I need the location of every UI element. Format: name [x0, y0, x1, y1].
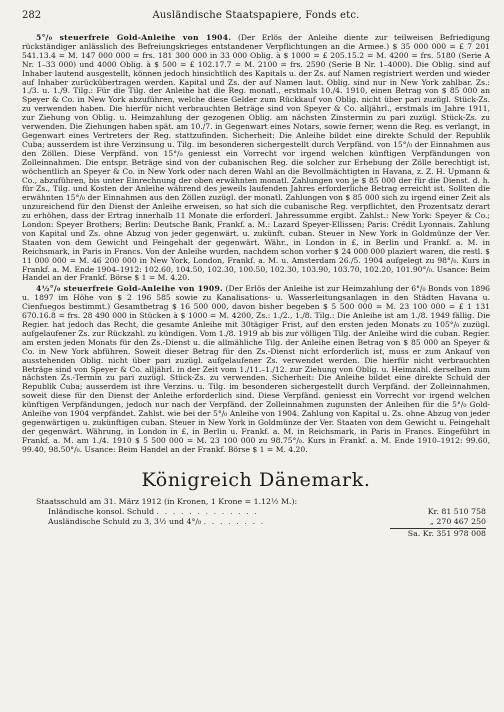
- paragraph-text: (Der Erlös der Anleihe diente zur teilweisen Befriedigung rückständiger anlässlich des Befreiungskrieges entstandener Verpflichtungen an die Armee.) $ 35 000 000 = £ 7 201 541.13.4 = M. 147 000 000 = frs. 181 300 000 in 33 000 Oblig. à $ 1000 = £ 205.15.2 = M. 4200 = frs. 5180 (Serie A Nr. 1–33 000) und 4000 Oblig. à $ 500 = £ 102.17.7 = M. 2100 = frs. 2590 (Serie B Nr. 1–4000). Die Oblig. sind auf Inhaber lautend ausgestellt, können jedoch hinsichtlich des Kapitals u. der Zs. auf Namen registriert werden und wieder auf Inhaber zurückübertragen werden. Kapital und Zs. der auf Namen laut. Oblig. sind nur in New York zahlbar. Zs.: 1./3. u. 1./9. Tilg.: Für die Tilg. der Anleihe hat die Reg. monatl., erstmals 10./4. 1910, einen Betrag von $ 85 000 an Speyer & Co. in New York abzuführen, welche diese Gelder zum Rückkauf von Oblig. nicht über pari zuzügl. Stück-Zs. zu verwenden haben. Die hierfür nicht verbrauchten Beträge sind von Speyer & Co. alljährl., erstmals im Jahre 1911, zur Ziehung von Oblig. u. Heimzahlung der gezogenen Oblig. am nächsten Zinstermin zu pari zuzügl. Stück-Zs. zu verwenden. Die Ziehungen haben spät. am 10./7. in Gegenwart eines Notars, sowie ferner, wenn die Reg. es verlangt, in Gegenwart eines Vertreters der Reg. stattzufinden. Sicherheit: Die Anleihe bildet eine direkte Schuld der Republik Cuba; ausserdem ist ihre Verzinsung u. Tilg. im besonderen sichergestellt durch Verpfänd. von 15°/₀ der Einnahmen aus den Zöllen. Diese Verpfänd. von 15°/₀ geniesst ein Vorrecht vor irgend welchen künftigen Verpfändungen von Zolleinnahmen. Die entspr. Beträge sind von der cubanischen Reg. die solcher zur Erhebung der Zölle berechtigt ist, wöchentlich an Speyer & Co. in New York oder nach deren Wahl an die Bevollmächtigten in Havana, z. Z. H. Upmann & Co., abzuführen, bis unter Einrechnung der oben erwähnten monatl. Zahlungen von je $ 85 000 der für die Dienst. d. h. für Zs., Tilg. und Kosten der Anleihe während des jeweils laufenden Jahres erforderliche Betrag erreicht ist. Sollten die erwähnten 15°/₀ der Einnahmen aus den Zöllen zuzügl. der monatl. Zahlungen von $ 85 000 sich zu irgend einer Zeit als unzureichend für den Dienst der Anleihe erweisen, so hat sich die cubanische Reg. verpflichtet, den Prozentsatz derart zu erhöhen, dass der Ertrag innerhalb 11 Monate die erforderl. Jahressumme ergibt. Zahlst.: New York: Speyer & Co.; London: Speyer Brothers; Berlin: Deutsche Bank, Frankf. a. M.: Lazard Speyer-Ellissen; Paris: Crédit Lyonnais. Zahlung von Kapital und Zs. ohne Abzug von jeder gegenwärt. u. zukünft. cuban. Steuer in New York in Goldmünze der Ver. Staaten von dem Gewicht und Feingehalt der gegenwärt. Währ., in London in £, in Berlin und Frankf. a. M. in Reichsmark, in Paris in Francs. Von der Anleihe wurden, nachdem schon vorher $ 24 000 000 plaziert waren, die restl. $ 11 000 000 = M. 46 200 000 in New York, London, Frankf. a. M. u. Amsterdam 26./5. 1904 aufgelegt zu 98°/₀. Kurs in Frankf. a. M. Ende 1904–1912: 102.60, 104.50, 102.30, 100.50, 102.30, 103.90, 103.70, 102.20, 101.90°/₀. Usance: Beim Handel an der Frankf. Börse $ 1 = M. 4.20.: [22, 33, 491, 283]
- debt-amount: „ 270 467 250: [429, 516, 486, 526]
- paragraph-gold-loan-1909: [22, 285, 490, 454]
- debt-line-total: [22, 529, 490, 539]
- debt-line-domestic: [22, 507, 490, 517]
- debt-amount: Kr. 81 510 758: [427, 506, 486, 516]
- leader-dots: . . . . . . . .: [203, 516, 265, 526]
- paragraph-title: 5°/₀ steuerfreie Gold-Anleihe von 1904.: [36, 33, 232, 42]
- debt-total-amount: Sa. Kr. 351 978 008: [407, 528, 486, 538]
- debt-label: Ausländische Schuld zu 3, 3½ und 4°/₀: [48, 516, 202, 526]
- debt-intro: Staatsschuld am 31. März 1912 (in Kronen, 1 Krone = 1.12½ M.):: [36, 496, 298, 506]
- page-header: [22, 10, 490, 26]
- debt-label: [22, 529, 366, 539]
- debt-summary: [22, 497, 490, 539]
- page-number: 282: [22, 10, 42, 21]
- paragraph-title: 4½°/₀ steuerfreie Gold-Anleihe von 1909.: [36, 284, 223, 294]
- section-heading: Königreich Dänemark.: [141, 468, 371, 491]
- body-text: [22, 34, 490, 455]
- paragraph-text: (Der Erlös der Anleihe ist zur Heimzahlung der 6°/₀ Bonds von 1896 u. 1897 im Höhe von $ 2 196 585 sowie zu Kanalisations- u. Wasserleitungsanlagen in den Städten Havana u. Cienfuegos bestimmt.) Gesamtbetrag $ 16 500 000, davon bisher begeben $ 5 500 000 = M. 23 100 000 = £ 1 131 670.16.8 = frs. 28 490 000 in Stücken à $ 1000 = M. 4200, Zs.: 1./2., 1./8. Tilg.: Die Anleihe ist am 1./8. 1949 fällig. Die Regier. hat jedoch das Recht, die gesamte Anleihe mit 30tägiger Frist, auf den ersten jeden Monats zu 105°/₀ zuzügl. aufgelaufener Zs. zur Rückzahl. zu kündigen. Vom 1./8. 1919 ab bis zur völligen Tilg. der Anleihe wird die cuban. Regier. am ersten jeden Monats für den Zs.-Dienst u. die allmähliche Tilg. der Anleihe einen Betrag von $ 85 000 an Speyer & Co. in New York abführen. Soweit dieser Betrag für den Zs.-Dienst nicht erforderlich ist, muss er zum Ankauf von ausstehenden Oblig. nicht über pari zuzügl. aufgelaufener Zs. verwendet werden. Die hierfür nicht verbrauchten Beträge sind von Speyer & Co. alljährl. in der Zeit vom 1./11.–1./12. zur Ziehung von Oblig. u. Heimzahl. derselben zum nächsten Zs.-Termin zu pari zuzügl. Stück-Zs. zu verwenden. Sicherheit: Die Anleihe bildet eine direkte Schuld der Republik Cuba; ausserdem ist ihre Verzins. u. Tilg. im besonderen sichergestellt durch Verpfänd. der Zolleinnahmen, soweit diese für den Dienst der Anleihe erforderlich sind. Diese Verpfänd. geniesst ein Vorrecht vor irgend welchen künftigen Verpfändungen, jedoch nur nach der Verpfänd. der Zolleinnahmen zugunsten der Anleihen für die 5°/₀ Gold-Anleihe von 1904 verpfändet. Zahlst. wie bei der 5°/₀ Anleihe von 1904. Zahlung von Kapital u. Zs. ohne Abzug von jeder gegenwärtigen u. zukünftigen cuban. Steuer in New York in Goldmünze der Ver. Staaten von dem Gewicht u. Feingehalt der gegenwärt. Währung, in London in £, in Berlin u. Frankf. a. M. in Reichsmark, in Paris in Francs. Eingeführt in Frankf. a. M. am 1./4. 1910 $ 5 500 000 = M. 23 100 000 zu 98.75°/₀. Kurs in Frankf. a. M. Ende 1910–1912: 99.60, 99.40, 98.50°/₀. Usance: Beim Handel an der Frankf. Börse $ 1 = M. 4.20.: [22, 284, 491, 454]
- debt-label: Inländische konsol. Schuld: [48, 506, 155, 516]
- running-head: Ausländische Staatspapiere, Fonds etc.: [152, 10, 360, 21]
- debt-line-foreign: [22, 517, 490, 527]
- leader-dots: . . . . . . . . . . . . .: [156, 506, 259, 516]
- paragraph-gold-loan-1904: [22, 34, 490, 283]
- debt-intro-line: [22, 497, 490, 507]
